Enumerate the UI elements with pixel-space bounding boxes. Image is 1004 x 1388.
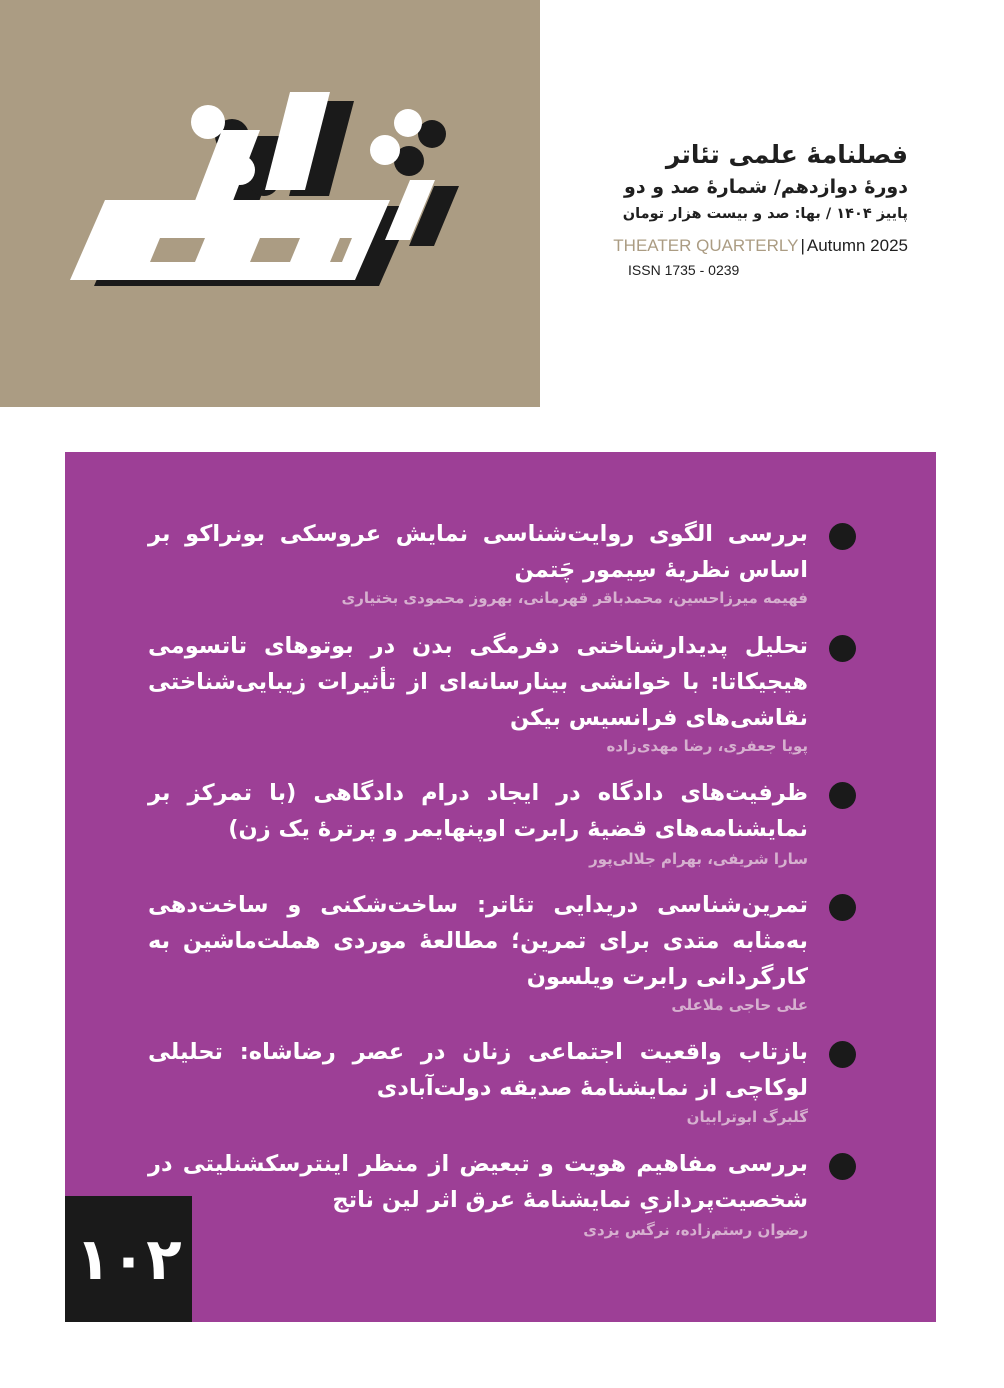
bullet-icon	[829, 1153, 856, 1180]
theater-logo-icon	[0, 0, 540, 407]
bullet-icon	[829, 635, 856, 662]
article-authors: علی حاجی ملاعلی	[671, 996, 808, 1014]
english-title-line	[560, 234, 908, 258]
article-authors: گلبرگ ابوترابیان	[686, 1108, 808, 1126]
bullet-icon	[829, 894, 856, 921]
issue-line: دورهٔ دوازدهم/ شمارهٔ صد و دو	[624, 176, 908, 198]
price-line: پاییز ۱۴۰۴ / بها: صد و بیست هزار تومان	[622, 206, 908, 222]
journal-header	[560, 138, 908, 278]
article-title: بررسی الگوی روایت‌شناسی نمایش عروسکی بونراکو بر اساس نظریهٔ سِیمور چَتمن	[148, 521, 808, 583]
article-title: بررسی مفاهیم هویت و تبعیض از منظر اینترسکشنلیتی در شخصیت‌پردازیِ نمایشنامهٔ عرق اثر لین ناتج	[148, 1151, 808, 1213]
article-authors: رضوان رستم‌زاده، نرگس یزدی	[583, 1221, 808, 1239]
contents-panel	[65, 452, 936, 1322]
bullet-icon	[829, 1041, 856, 1068]
season-label: Autumn 2025	[806, 236, 908, 255]
article-authors: پویا جعفری، رضا مهدی‌زاده	[606, 737, 808, 755]
article-title: بازتاب واقعیت اجتماعی زنان در عصر رضاشاه: تحلیلی لوکاچی از نمایشنامهٔ صدیقه دولت‌آبادی	[148, 1039, 808, 1101]
article-title: ظرفیت‌های دادگاه در ایجاد درام دادگاهی (با تمرکز بر نمایشنامه‌های قضیهٔ رابرت اوپنهایمر و پرترهٔ یک زن)	[148, 780, 808, 842]
bullet-icon	[829, 782, 856, 809]
article-authors: سارا شریفی، بهرام جلالی‌پور	[589, 850, 808, 868]
issue-number-badge: ۱۰۲	[65, 1196, 192, 1322]
article-title: تمرین‌شناسی دریدایی تئاتر: ساخت‌شکنی و ساخت‌دهی به‌مثابه متدی برای تمرین؛ مطالعهٔ موردی هملت‌ماشین به کارگردانی رابرت ویلسون	[148, 892, 808, 990]
article-title: تحلیل پدیدارشناختی دفرمگی بدن در بوتوهای تاتسومی هیجیکاتا: با خوانشی بینارسانه‌ای از تأثیرات زیبایی‌شناختی نقاشی‌های فرانسیس بیکن	[148, 633, 808, 731]
bullet-icon	[829, 523, 856, 550]
article-authors: فهیمه میرزاحسین، محمدباقر قهرمانی، بهروز محمودی بختیاری	[341, 589, 808, 607]
journal-title: فصلنامهٔ علمی تئاتر	[665, 140, 908, 169]
english-name: THEATER QUARTERLY	[613, 236, 799, 255]
title-separator: |	[800, 236, 805, 255]
logo-block	[0, 0, 540, 407]
issn-label: ISSN 1735 - 0239	[628, 262, 740, 278]
